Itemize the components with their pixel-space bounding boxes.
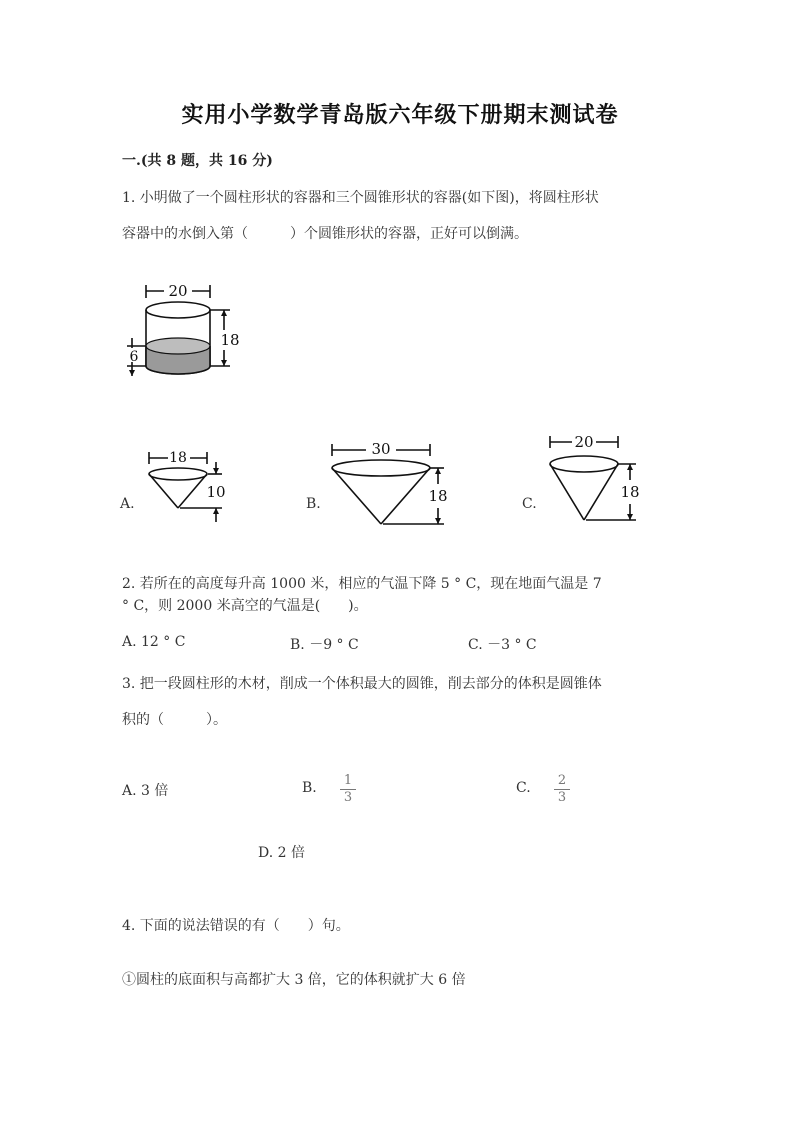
- question-3-option-c-label[interactable]: C.: [516, 780, 531, 796]
- question-3-option-d[interactable]: D. 2 倍: [258, 845, 305, 861]
- question-3-option-b-label[interactable]: B.: [302, 780, 317, 796]
- fraction-denominator: 3: [343, 790, 353, 805]
- question-2-option-b[interactable]: B. －9 ° C: [290, 637, 359, 653]
- question-1-line-2: 容器中的水倒入第（ ）个圆锥形状的容器，正好可以倒满。: [122, 226, 528, 242]
- section-heading: 一.(共 8 题，共 16 分): [122, 153, 273, 169]
- fraction-numerator: 1: [340, 774, 356, 790]
- question-3-line-2: 积的（ ）。: [122, 712, 227, 728]
- cone-c-figure: [542, 430, 652, 530]
- question-2-line-1: 2. 若所在的高度每升高 1000 米，相应的气温下降 5 ° C，现在地面气温是 7: [122, 576, 602, 592]
- cone-a-figure: [140, 446, 240, 526]
- cylinder-diameter-label: 20: [168, 282, 188, 300]
- cone-b-diameter-label: 30: [371, 440, 391, 458]
- fraction-numerator: 2: [554, 774, 570, 790]
- cone-b-figure: [326, 436, 456, 536]
- cone-c-diameter-label: 20: [574, 433, 594, 451]
- question-4-line-1: 4. 下面的说法错误的有（ ）句。: [122, 918, 350, 934]
- fraction-denominator: 3: [557, 790, 567, 805]
- cone-a-diameter-label: 18: [169, 450, 187, 466]
- question-3-option-b-fraction: [340, 774, 356, 805]
- cylinder-water-label: 6: [129, 349, 139, 365]
- question-3-option-c-fraction: [554, 774, 570, 805]
- question-1-line-1: 1. 小明做了一个圆柱形状的容器和三个圆锥形状的容器(如下图)，将圆柱形状: [122, 190, 599, 206]
- question-2-option-c[interactable]: C. －3 ° C: [468, 637, 537, 653]
- cylinder-figure: [118, 276, 248, 386]
- question-2-option-a[interactable]: A. 12 ° C: [122, 634, 186, 650]
- cone-c-height-label: 18: [620, 483, 640, 501]
- question-3-line-1: 3. 把一段圆柱形的木材，削成一个体积最大的圆锥，削去部分的体积是圆锥体: [122, 676, 602, 692]
- cylinder-height-label: 18: [220, 331, 240, 349]
- page-title: 实用小学数学青岛版六年级下册期末测试卷: [181, 102, 619, 128]
- option-b-label[interactable]: B.: [306, 496, 321, 512]
- question-3-option-a[interactable]: A. 3 倍: [122, 783, 169, 799]
- option-a-label[interactable]: A.: [120, 496, 135, 512]
- option-c-label[interactable]: C.: [522, 496, 537, 512]
- cone-a-height-label: 10: [206, 483, 226, 501]
- question-4-statement-1: ①圆柱的底面积与高都扩大 3 倍，它的体积就扩大 6 倍: [122, 972, 466, 988]
- question-2-line-2: ° C，则 2000 米高空的气温是( )。: [122, 598, 368, 614]
- cone-b-height-label: 18: [428, 487, 448, 505]
